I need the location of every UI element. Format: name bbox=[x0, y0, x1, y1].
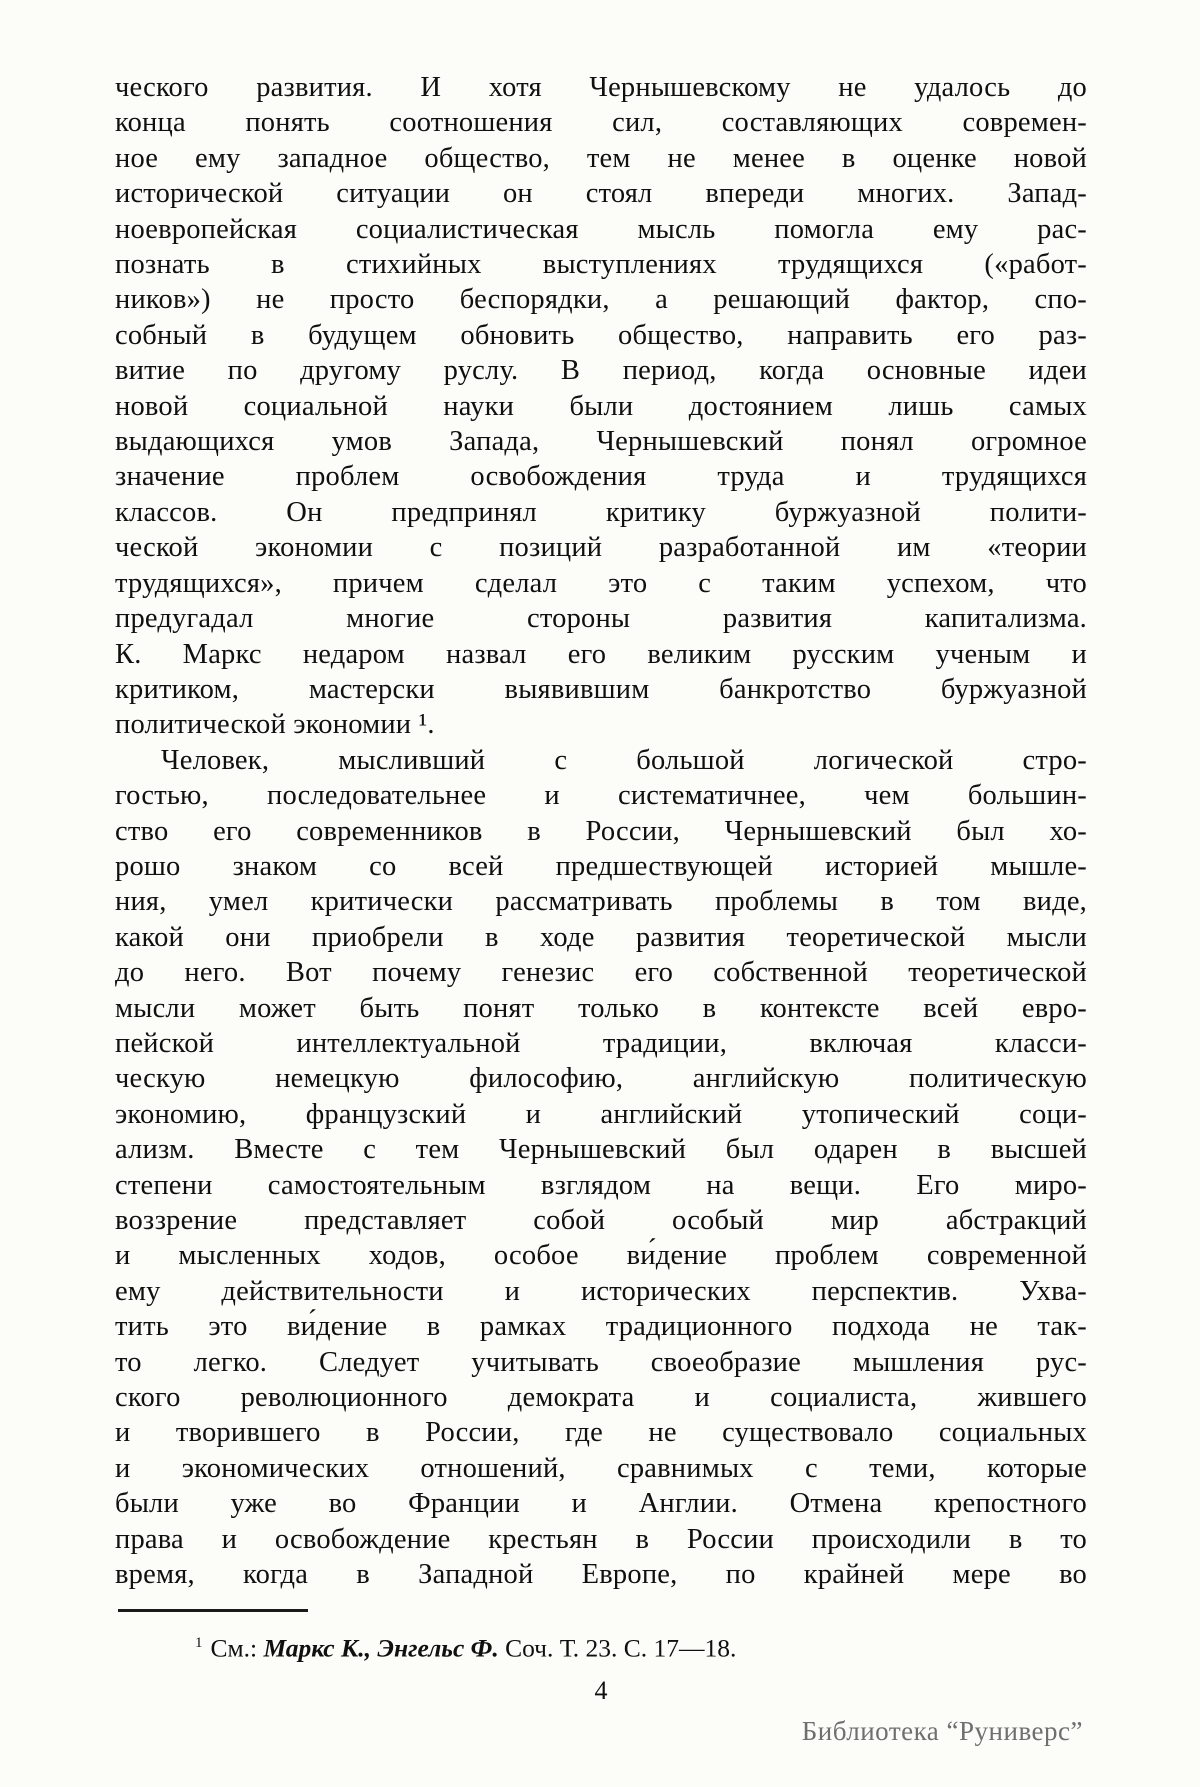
text-line: права и освобождение крестьян в России происходили в то bbox=[115, 1523, 1087, 1555]
text-line: степени самостоятельным взглядом на вещи. Его миро- bbox=[115, 1169, 1087, 1201]
text-line: ализм. Вместе с тем Чернышевский был одарен в высшей bbox=[115, 1134, 1087, 1166]
text-line: выдающихся умов Запада, Чернышевский понял огромное bbox=[115, 426, 1087, 458]
text-line: исторической ситуации он стоял впереди многих. Запад- bbox=[115, 178, 1087, 210]
text-line: ния, умел критически рассматривать проблемы в том виде, bbox=[115, 886, 1087, 918]
text-line: новой социальной науки были достоянием лишь самых bbox=[115, 390, 1087, 422]
footnote-reference: Соч. Т. 23. С. 17—18. bbox=[498, 1633, 737, 1663]
text-line: Человек, мысливший с большой логической стро- bbox=[161, 744, 1087, 776]
text-line: ноевропейская социалистическая мысль помогла ему рас- bbox=[115, 213, 1087, 245]
text-line: К. Маркс недаром назвал его великим русским ученым и bbox=[115, 638, 1087, 670]
page-number: 4 bbox=[594, 1676, 608, 1705]
text-line: воззрение представляет собой особый мир абстракций bbox=[115, 1205, 1087, 1236]
footnote-authors: Маркс К., Энгельс Ф. bbox=[263, 1633, 499, 1663]
footnote-marker: 1 bbox=[195, 1635, 203, 1651]
text-line: и творившего в России, где не существовало социальных bbox=[115, 1417, 1087, 1449]
body-text bbox=[115, 70, 1087, 1592]
text-line: ему действительности и исторических перспектив. Ухва- bbox=[115, 1275, 1087, 1307]
text-line: ников») не просто беспорядки, а решающий фактор, спо- bbox=[115, 284, 1087, 316]
text-line: до него. Вот почему генезис его собственной теоретической bbox=[115, 957, 1087, 989]
text-line: витие по другому руслу. В период, когда основные идеи bbox=[115, 355, 1087, 387]
text-line: критиком, мастерски выявившим банкротство буржуазной bbox=[115, 673, 1087, 705]
text-line: политической экономии ¹. bbox=[115, 709, 435, 741]
text-line: значение проблем освобождения труда и трудящихся bbox=[115, 461, 1087, 493]
text-line: классов. Он предпринял критику буржуазной полити- bbox=[115, 496, 1087, 528]
text-line: ство его современников в России, Чернышевский был хо- bbox=[115, 815, 1087, 847]
text-line: трудящихся», причем сделал это с таким успехом, что bbox=[115, 567, 1087, 599]
text-line: то легко. Следует учитывать своеобразие мышления рус- bbox=[115, 1346, 1087, 1378]
text-line: ческую немецкую философию, английскую политическую bbox=[115, 1063, 1087, 1095]
text-line: конца понять соотношения сил, составляющих современ- bbox=[115, 107, 1087, 139]
text-line: гостью, последовательнее и систематичнее, чем большин- bbox=[115, 780, 1087, 812]
text-line: ческой экономии с позиций разработанной им «теории bbox=[115, 532, 1087, 564]
text-line: ческого развития. И хотя Чернышевскому не удалось до bbox=[115, 72, 1087, 103]
text-line: тить это ви́дение в рамках традиционного подхода не так- bbox=[115, 1311, 1087, 1343]
footnote-prefix: См.: bbox=[210, 1633, 264, 1663]
text-line: собный в будущем обновить общество, направить его раз- bbox=[115, 319, 1087, 351]
text-line: познать в стихийных выступлениях трудящихся («работ- bbox=[115, 249, 1087, 281]
text-line: какой они приобрели в ходе развития теоретической мысли bbox=[115, 921, 1087, 953]
footnote bbox=[115, 1627, 1087, 1665]
text-line: ное ему западное общество, тем не менее в оценке новой bbox=[115, 142, 1087, 174]
text-line: время, когда в Западной Европе, по крайней мере во bbox=[115, 1559, 1087, 1591]
text-line: пейской интеллектуальной традиции, включая класси- bbox=[115, 1027, 1087, 1059]
footnote-divider bbox=[118, 1609, 308, 1612]
text-line: были уже во Франции и Англии. Отмена крепостного bbox=[115, 1488, 1087, 1520]
library-watermark: Библиотека “Руниверс” bbox=[801, 1716, 1083, 1746]
text-line: рошо знаком со всей предшествующей историей мышле- bbox=[115, 850, 1087, 882]
text-line: предугадал многие стороны развития капитализма. bbox=[115, 603, 1087, 635]
text-line: ского революционного демократа и социалиста, жившего bbox=[115, 1382, 1087, 1414]
text-line: и мысленных ходов, особое ви́дение проблем современной bbox=[115, 1240, 1087, 1272]
text-line: мысли может быть понят только в контексте всей евро- bbox=[115, 992, 1087, 1024]
text-line: экономию, французский и английский утопический соци- bbox=[115, 1098, 1087, 1130]
text-line: и экономических отношений, сравнимых с теми, которые bbox=[115, 1452, 1087, 1484]
